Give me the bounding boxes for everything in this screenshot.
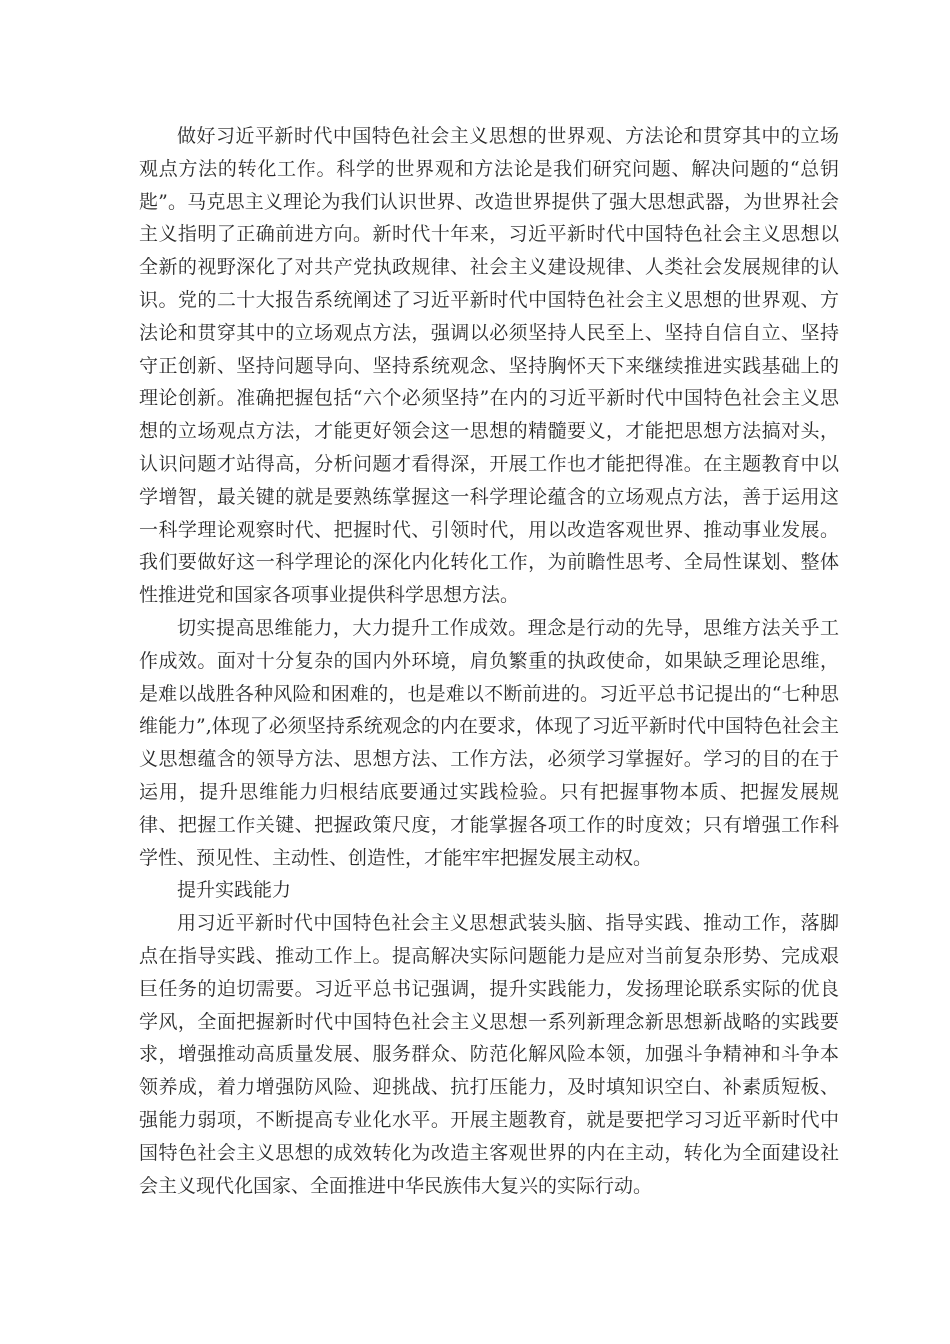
paragraph-worldview-methodology: 做好习近平新时代中国特色社会主义思想的世界观、方法论和贯穿其中的立场观点方法的转化工作。科学的世界观和方法论是我们研究问题、解决问题的“总钥匙”。马克思主义理论为我们认识世界、改造世界提供了强大思想武器，为世界社会主义指明了正确前进方向。新时代十年来，习近平新时代中国特色社会主义思想以全新的视野深化了对共产党执政规律、社会主义建设规律、人类社会发展规律的认识。党的二十大报告系统阐述了习近平新时代中国特色社会主义思想的世界观、方法论和贯穿其中的立场观点方法，强调以必须坚持人民至上、坚持自信自立、坚持守正创新、坚持问题导向、坚持系统观念、坚持胸怀天下来继续推进实践基础上的理论创新。准确把握包括“六个必须坚持”在内的习近平新时代中国特色社会主义思想的立场观点方法，才能更好领会这一思想的精髓要义，才能把思想方法搞对头，认识问题才站得高，分析问题才看得深，开展工作也才能把得准。在主题教育中以学增智，最关键的就是要熟练掌握这一科学理论蕴含的立场观点方法，善于运用这一科学理论观察时代、把握时代、引领时代，用以改造客观世界、推动事业发展。我们要做好这一科学理论的深化内化转化工作，为前瞻性思考、全局性谋划、整体性推进党和国家各项事业提供科学思想方法。 [139, 125, 839, 607]
section-heading: 提升实践能力 [177, 879, 292, 902]
paragraph-practice-ability: 用习近平新时代中国特色社会主义思想武装头脑、指导实践、推动工作，落脚点在指导实践、推动工作上。提高解决实际问题能力是应对当前复杂形势、完成艰巨任务的迫切需要。习近平总书记强调，提升实践能力，发扬理论联系实际的优良学风，全面把握新时代中国特色社会主义思想一系列新理念新思想新战略的实践要求，增强推动高质量发展、服务群众、防范化解风险本领，加强斗争精神和斗争本领养成，着力增强防风险、迎挑战、抗打压能力，及时填知识空白、补素质短板、强能力弱项，不断提高专业化水平。开展主题教育，就是要把学习习近平新时代中国特色社会主义思想的成效转化为改造主客观世界的内在主动，转化为全面建设社会主义现代化国家、全面推进中华民族伟大复兴的实际行动。 [139, 912, 839, 1197]
paragraph-thinking-ability: 切实提高思维能力，大力提升工作成效。理念是行动的先导，思维方法关乎工作成效。面对十分复杂的国内外环境，肩负繁重的执政使命，如果缺乏理论思维，是难以战胜各种风险和困难的，也是难以不断前进的。习近平总书记提出的“七种思维能力”,体现了必须坚持系统观念的内在要求，体现了习近平新时代中国特色社会主义思想蕴含的领导方法、思想方法、工作方法，必须学习掌握好。学习的目的在于运用，提升思维能力归根结底要通过实践检验。只有把握事物本质、把握发展规律、把握工作关键、把握政策尺度，才能掌握各项工作的时度效；只有增强工作科学性、预见性、主动性、创造性，才能牢牢把握发展主动权。 [139, 616, 839, 869]
document-body [139, 120, 839, 1202]
